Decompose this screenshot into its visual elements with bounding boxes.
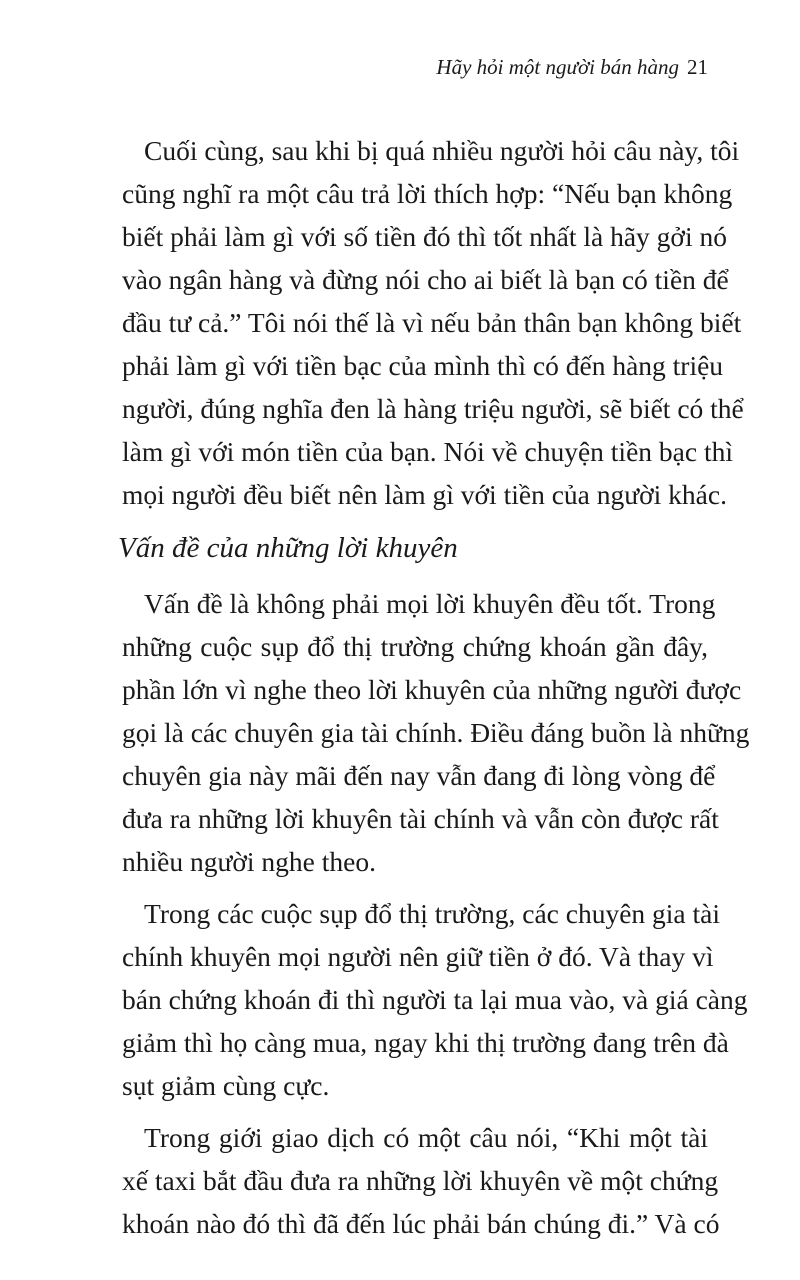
paragraph-line: gọi là các chuyên gia tài chính. Điều đáng buồn là những <box>122 717 750 748</box>
paragraph-line: giảm thì họ càng mua, ngay khi thị trường đang trên đà <box>122 1027 729 1058</box>
paragraph-line: Cuối cùng, sau khi bị quá nhiều người hỏi câu này, tôi <box>144 135 740 166</box>
paragraph-line: chính khuyên mọi người nên giữ tiền ở đó. Và thay vì <box>122 941 714 972</box>
paragraph-line: những cuộc sụp đổ thị trường chứng khoán gần đây, <box>122 631 708 662</box>
paragraph-line: sụt giảm cùng cực. <box>122 1070 330 1101</box>
paragraph-line: mọi người đều biết nên làm gì với tiền của người khác. <box>122 479 727 510</box>
chapter-title: Hãy hỏi một người bán hàng <box>436 55 679 79</box>
page-number: 21 <box>687 55 708 79</box>
paragraph-line: khoán nào đó thì đã đến lúc phải bán chúng đi.” Và có <box>122 1208 720 1239</box>
paragraph-line: làm gì với món tiền của bạn. Nói về chuyện tiền bạc thì <box>122 436 733 467</box>
paragraph-line: nhiều người nghe theo. <box>122 846 376 877</box>
paragraph-line: đưa ra những lời khuyên tài chính và vẫn còn được rất <box>122 803 719 834</box>
paragraph-line: biết phải làm gì với số tiền đó thì tốt nhất là hãy gởi nó <box>122 221 727 252</box>
paragraph-line: chuyên gia này mãi đến nay vẫn đang đi lòng vòng để <box>122 760 716 791</box>
paragraph-line: người, đúng nghĩa đen là hàng triệu người, sẽ biết có thể <box>122 393 744 424</box>
paragraph-line: phải làm gì với tiền bạc của mình thì có đến hàng triệu <box>122 350 724 381</box>
paragraph-line: Vấn đề là không phải mọi lời khuyên đều tốt. Trong <box>144 588 716 619</box>
section-heading: Vấn đề của những lời khuyên <box>118 532 458 564</box>
running-header <box>436 55 708 80</box>
paragraph-line: cũng nghĩ ra một câu trả lời thích hợp: “Nếu bạn không <box>122 178 733 209</box>
paragraph-line: xế taxi bắt đầu đưa ra những lời khuyên về một chứng <box>122 1165 719 1196</box>
paragraph-line: Trong giới giao dịch có một câu nói, “Khi một tài <box>144 1122 708 1153</box>
paragraph-line: vào ngân hàng và đừng nói cho ai biết là bạn có tiền để <box>122 264 729 295</box>
paragraph-line: Trong các cuộc sụp đổ thị trường, các chuyên gia tài <box>144 898 720 929</box>
paragraph-line: bán chứng khoán đi thì người ta lại mua vào, và giá càng <box>122 984 748 1015</box>
paragraph-line: đầu tư cả.” Tôi nói thế là vì nếu bản thân bạn không biết <box>122 307 742 338</box>
paragraph-line: phần lớn vì nghe theo lời khuyên của những người được <box>122 674 742 705</box>
